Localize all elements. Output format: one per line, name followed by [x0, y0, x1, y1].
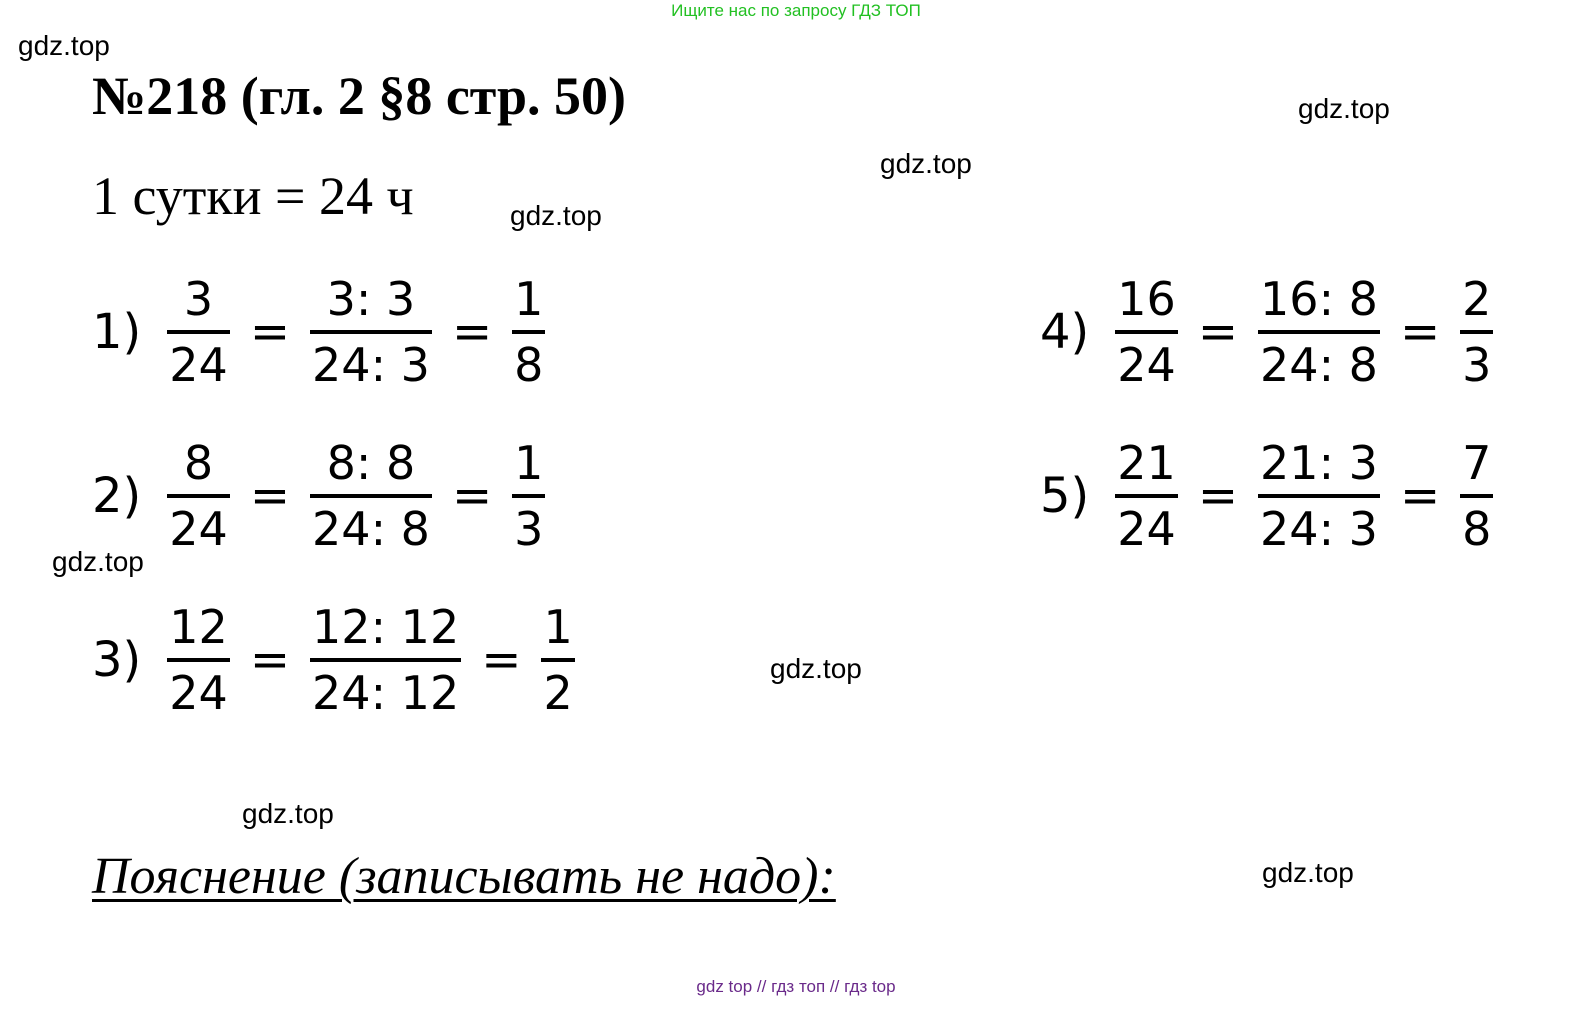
numerator: 2	[1462, 272, 1492, 326]
numerator: 16: 8	[1260, 272, 1378, 326]
equation-1	[92, 262, 549, 402]
watermark: gdz.top	[770, 653, 862, 684]
numerator: 12: 12	[312, 600, 460, 654]
watermark: gdz.top	[510, 200, 602, 231]
equals-sign: =	[249, 632, 291, 688]
denominator: 8	[514, 338, 544, 392]
denominator: 24: 12	[312, 666, 460, 720]
equation-3	[92, 590, 579, 730]
equation-2	[92, 426, 549, 566]
fraction	[306, 268, 436, 396]
numerator: 8: 8	[326, 436, 416, 490]
numerator: 8	[183, 436, 214, 490]
problem-title: №218 (гл. 2 §8 стр. 50)	[92, 66, 626, 126]
denominator: 3	[1462, 338, 1492, 392]
denominator: 24	[169, 338, 228, 392]
equation-number: 1)	[92, 304, 142, 360]
denominator: 3	[514, 502, 544, 556]
numerator: 21: 3	[1260, 436, 1378, 490]
watermark: gdz.top	[52, 546, 144, 577]
given-fact: 1 сутки = 24 ч	[92, 166, 414, 226]
fraction	[1456, 432, 1497, 560]
fraction	[163, 596, 234, 724]
fraction	[1111, 268, 1182, 396]
fraction	[1456, 268, 1497, 396]
fraction	[306, 432, 436, 560]
numerator: 3	[183, 272, 214, 326]
equation-number: 5)	[1040, 468, 1090, 524]
denominator: 24: 8	[1260, 338, 1378, 392]
denominator: 24	[1117, 502, 1176, 556]
fraction	[163, 432, 234, 560]
equals-sign: =	[1197, 304, 1239, 360]
watermark: gdz.top	[880, 148, 972, 179]
denominator: 2	[543, 666, 573, 720]
numerator: 1	[514, 436, 544, 490]
explanation-heading: Пояснение (записывать не надо):	[92, 848, 836, 905]
denominator: 8	[1462, 502, 1492, 556]
equals-sign: =	[1197, 468, 1239, 524]
equals-sign: =	[249, 304, 291, 360]
denominator: 24	[169, 502, 228, 556]
equals-sign: =	[1399, 304, 1441, 360]
fraction	[508, 432, 549, 560]
fraction	[306, 596, 465, 724]
equation-number: 4)	[1040, 304, 1090, 360]
denominator: 24: 3	[1260, 502, 1378, 556]
denominator: 24	[1117, 338, 1176, 392]
numerator: 3: 3	[326, 272, 416, 326]
denominator: 24	[169, 666, 228, 720]
numerator: 1	[514, 272, 544, 326]
watermark: gdz.top	[1298, 93, 1390, 124]
equation-4	[1040, 262, 1497, 402]
numerator: 21	[1117, 436, 1176, 490]
equals-sign: =	[249, 468, 291, 524]
equals-sign: =	[451, 468, 493, 524]
footer-links[interactable]: gdz top // гдз топ // гдз top	[696, 977, 896, 996]
fraction	[163, 268, 234, 396]
equals-sign: =	[481, 632, 522, 688]
search-banner: Ищите нас по запросу ГДЗ ТОП	[671, 1, 921, 20]
denominator: 24: 3	[312, 338, 430, 392]
numerator: 7	[1462, 436, 1492, 490]
numerator: 12	[169, 600, 228, 654]
numerator: 1	[543, 600, 573, 654]
fraction	[1111, 432, 1182, 560]
fraction	[1254, 268, 1384, 396]
denominator: 24: 8	[312, 502, 430, 556]
fraction	[1254, 432, 1384, 560]
equals-sign: =	[1399, 468, 1441, 524]
fraction	[508, 268, 549, 396]
watermark: gdz.top	[242, 798, 334, 829]
equation-number: 3)	[92, 632, 142, 688]
watermark: gdz.top	[18, 30, 110, 61]
watermark: gdz.top	[1262, 857, 1354, 888]
equation-number: 2)	[92, 468, 142, 524]
numerator: 16	[1117, 272, 1176, 326]
equation-5	[1040, 426, 1497, 566]
equals-sign: =	[451, 304, 493, 360]
fraction	[537, 596, 578, 724]
